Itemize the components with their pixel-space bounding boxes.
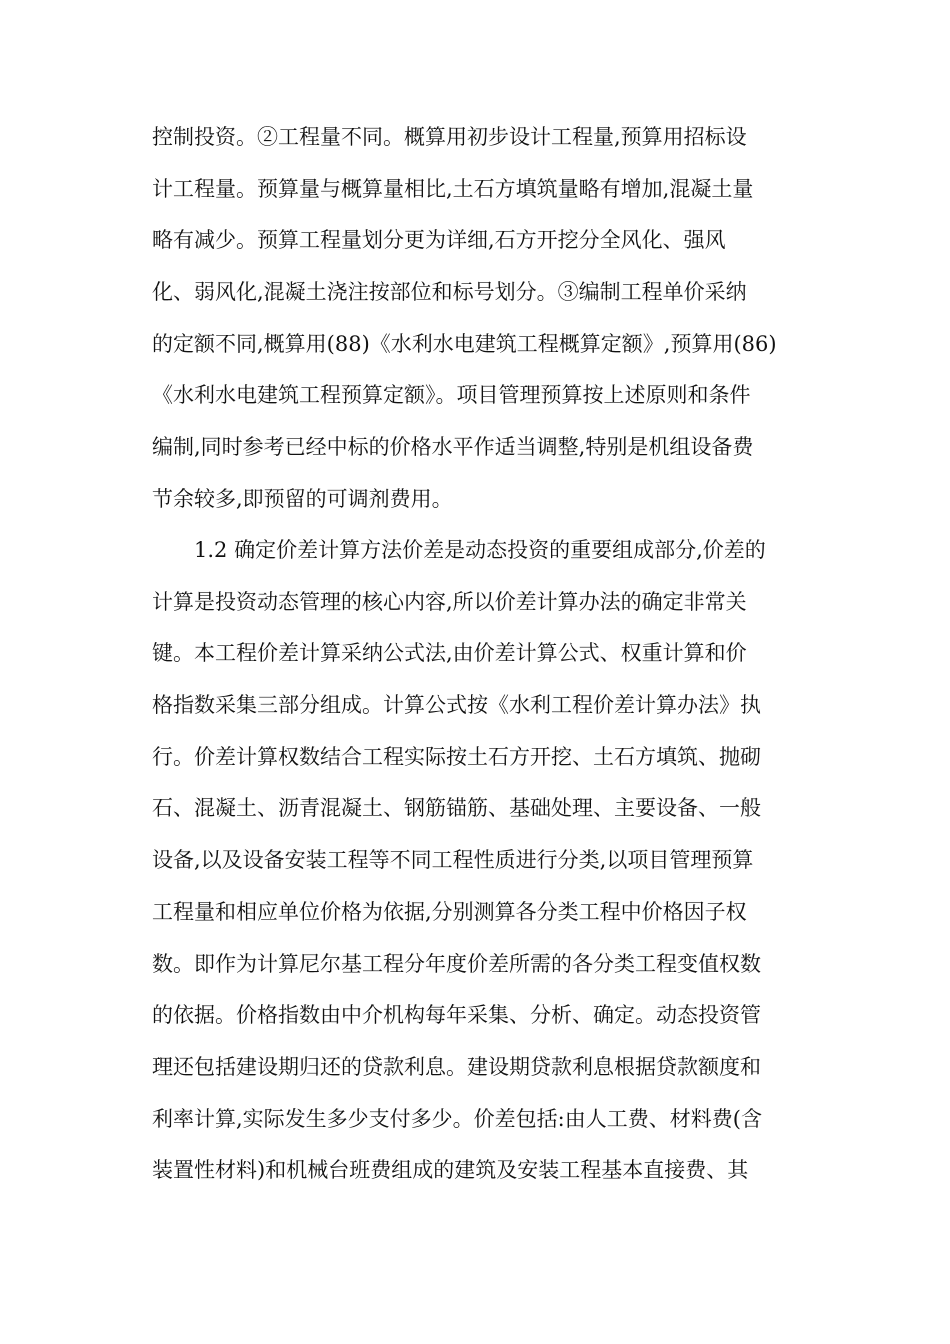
- paragraph-1-line: 计工程量。预算量与概算量相比,土石方填筑量略有增加,混凝土量: [152, 176, 754, 201]
- paragraph-1-line: 《水利水电建筑工程预算定额》。项目管理预算按上述原则和条件: [152, 383, 751, 408]
- paragraph-1-line: 化、弱风化,混凝土浇注按部位和标号划分。③编制工程单价采纳: [152, 280, 747, 305]
- paragraph-2-line: 工程量和相应单位价格为依据,分别测算各分类工程中价格因子权: [152, 899, 747, 924]
- paragraph-2-line: 行。价差计算权数结合工程实际按土石方开挖、土石方填筑、抛砌: [152, 744, 761, 769]
- paragraph-2-line: 石、混凝土、沥青混凝土、钢筋锚筋、基础处理、主要设备、一般: [152, 796, 761, 821]
- paragraph-1-line: 略有减少。预算工程量划分更为详细,石方开挖分全风化、强风: [152, 228, 726, 253]
- paragraph-2-line: 的依据。价格指数由中介机构每年采集、分析、确定。动态投资管: [152, 1003, 761, 1028]
- paragraph-2-line: 格指数采集三部分组成。计算公式按《水利工程价差计算办法》执: [152, 693, 761, 718]
- paragraph-2-line: 1.2 确定价差计算方法价差是动态投资的重要组成部分,价差的: [194, 538, 766, 562]
- paragraph-1-line: 节余较多,即预留的可调剂费用。: [152, 486, 453, 511]
- paragraph-2-line: 理还包括建设期归还的贷款利息。建设期贷款利息根据贷款额度和: [152, 1054, 761, 1079]
- paragraph-2-line: 装置性材料)和机械台班费组成的建筑及安装工程基本直接费、其: [152, 1158, 749, 1183]
- paragraph-1-line: 控制投资。②工程量不同。概算用初步设计工程量,预算用招标设: [152, 125, 747, 149]
- paragraph-2-line: 利率计算,实际发生多少支付多少。价差包括:由人工费、材料费(含: [152, 1106, 762, 1131]
- paragraph-2-line: 计算是投资动态管理的核心内容,所以价差计算办法的确定非常关: [152, 589, 747, 614]
- paragraph-2: [152, 525, 812, 1197]
- paragraph-1: [152, 112, 812, 526]
- paragraph-2-line: 数。即作为计算尼尔基工程分年度价差所需的各分类工程变值权数: [152, 951, 761, 976]
- paragraph-2-line: 键。本工程价差计算采纳公式法,由价差计算公式、权重计算和价: [152, 641, 747, 666]
- paragraph-1-line: 编制,同时参考已经中标的价格水平作适当调整,特别是机组设备费: [152, 435, 754, 460]
- paragraph-2-line: 设备,以及设备安装工程等不同工程性质进行分类,以项目管理预算: [152, 848, 754, 873]
- paragraph-1-line: 的定额不同,概算用(88)《水利水电建筑工程概算定额》,预算用(86): [152, 331, 777, 356]
